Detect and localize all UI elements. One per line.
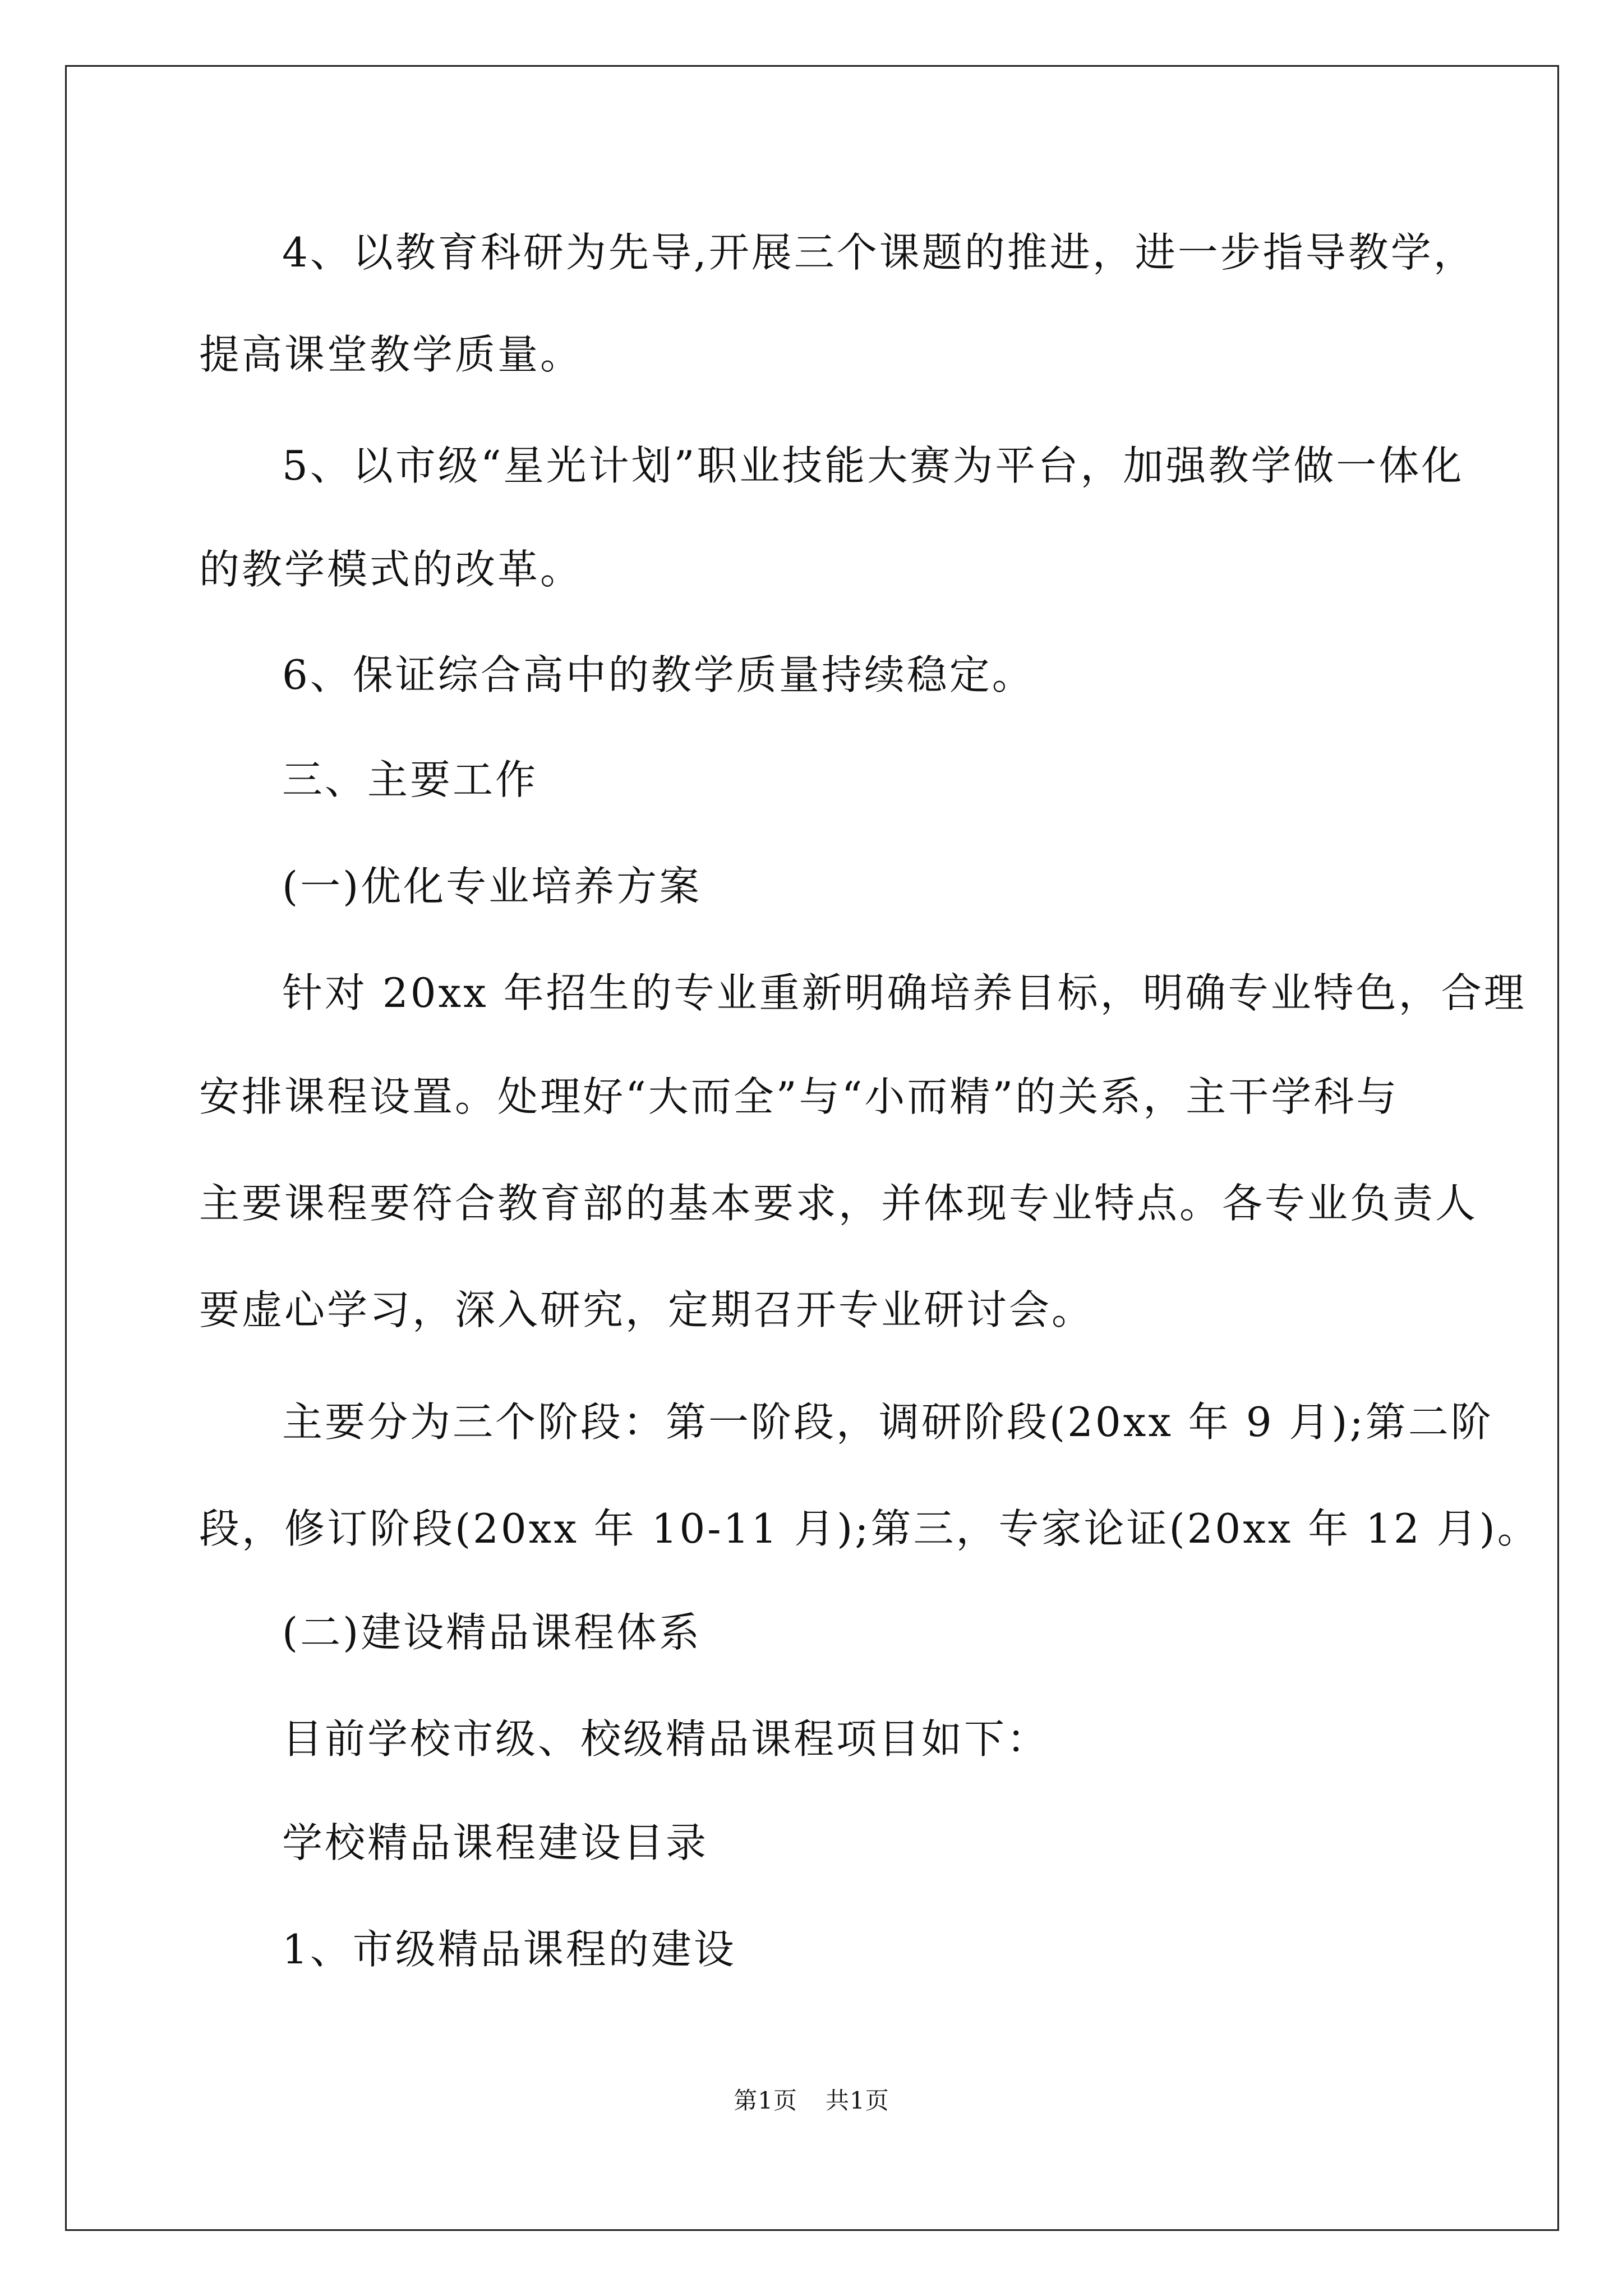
section-heading: 三、主要工作 bbox=[282, 756, 538, 803]
paragraph-line: 5、以市级“星光计划”职业技能大赛为平台，加强教学做一体化 bbox=[282, 442, 1464, 489]
page-number: 第1页 bbox=[734, 2087, 797, 2114]
page-border bbox=[65, 65, 1559, 2231]
paragraph-line: 主要课程要符合教育部的基本要求，并体现专业特点。各专业负责人 bbox=[199, 1180, 1478, 1227]
paragraph-line: 6、保证综合高中的教学质量持续稳定。 bbox=[282, 651, 1035, 698]
paragraph-line: 要虚心学习，深入研究，定期召开专业研讨会。 bbox=[199, 1286, 1095, 1333]
paragraph-line: 4、以教育科研为先导,开展三个课题的推进，进一步指导教学， bbox=[282, 229, 1476, 276]
paragraph-line: 安排课程设置。处理好“大而全”与“小而精”的关系，主干学科与 bbox=[199, 1073, 1399, 1120]
subsection-heading: (二)建设精品课程体系 bbox=[282, 1609, 702, 1656]
paragraph-line: 1、市级精品课程的建设 bbox=[282, 1926, 736, 1973]
paragraph-line: 主要分为三个阶段：第一阶段，调研阶段(20xx 年 9 月);第二阶 bbox=[282, 1398, 1493, 1446]
paragraph-line: 的教学模式的改革。 bbox=[199, 546, 583, 593]
paragraph-line: 目前学校市级、校级精品课程项目如下： bbox=[282, 1715, 1050, 1763]
subsection-heading: (一)优化专业培养方案 bbox=[282, 863, 702, 910]
paragraph-line: 段，修订阶段(20xx 年 10-11 月);第三，专家论证(20xx 年 12 月)。 bbox=[199, 1505, 1540, 1552]
page-total: 共1页 bbox=[826, 2087, 889, 2114]
paragraph-line: 学校精品课程建设目录 bbox=[282, 1819, 709, 1866]
paragraph-line: 针对 20xx 年招生的专业重新明确培养目标，明确专业特色，合理 bbox=[282, 969, 1527, 1016]
paragraph-line: 提高课堂教学质量。 bbox=[199, 331, 583, 378]
page-footer bbox=[0, 2087, 1623, 2115]
